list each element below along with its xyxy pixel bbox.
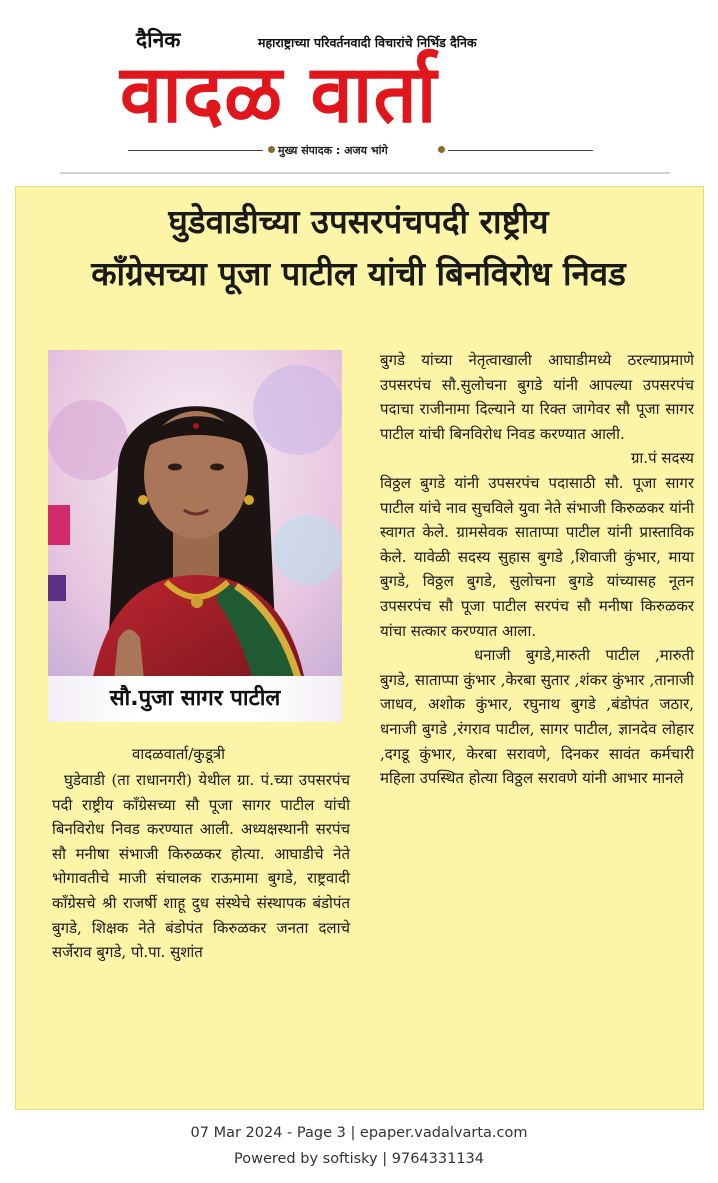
editor-credit: मुख्य संपादक : अजय भांगे xyxy=(278,144,388,157)
article-column-right xyxy=(380,348,694,791)
portrait-illustration xyxy=(48,350,342,722)
article-paragraph: बुगडे यांच्या नेतृत्वाखाली आघाडीमध्ये ठरल्याप्रमाणे उपसरपंच सौ.सुलोचना बुगडे यांनी आपल्या उपसरपंच पदाचा राजीनामा दिल्याने या रिक्त जागेवर सौ पूजा सागर पाटील यांची बिनविरोध निवड करण्यात आली. xyxy=(380,351,694,443)
masthead-tagline: महाराष्ट्राच्या परिवर्तनवादी विचारांचे निर्भिड दैनिक xyxy=(258,35,477,50)
masthead xyxy=(0,0,718,175)
article-paragraph: ग्रा.पं सदस्य xyxy=(630,449,694,468)
headline-line: घुडेवाडीच्या उपसरपंचपदी राष्ट्रीय xyxy=(168,202,549,241)
article-paragraph: विठ्ठल बुगडे यांनी उपसरपंच पदासाठी सौ. पूजा सागर पाटील यांचे नाव सुचविले युवा नेते संभाजी किरुळकर यांनी स्वागत केले. ग्रामसेवक साताप्पा पाटील यांनी प्रास्ताविक केले. यावेळी सदस्य सुहास बुगडे ,शिवाजी कुंभार, माया बुगडे, विठ्ठल बुगडे, सुलोचना बुगडे यांच्यासह नूतन उपसरपंच सौ पूजा पाटील सरपंच सौ मनीषा किरुळकर यांचा सत्कार करण्यात आला. xyxy=(380,473,695,640)
photo-caption: सौ.पुजा सागर पाटील xyxy=(48,676,342,722)
article-paragraph: धनाजी बुगडे,मारुती पाटील ,मारुती बुगडे, साताप्पा कुंभार ,केरबा सुतार ,शंकर कुंभार ,तानाजी जाधव, अशोक कुंभार, रघुनाथ बुगडे ,बंडोपंत जठार, धनाजी बुगडे ,रंगराव पाटील, सागर पाटील, ज्ञानदेव लोहार ,दगडू कुंभार, केरबा सरावणे, दिनकर सावंत कर्मचारी महिला उपस्थित होत्या विठ्ठल सरावणे यांनी आभार मानले xyxy=(380,646,694,788)
portrait-photo xyxy=(48,350,342,722)
ornament-dot-icon xyxy=(438,146,445,153)
page-footer-info: 07 Mar 2024 - Page 3 | epaper.vadalvarta.com xyxy=(190,1125,528,1141)
masthead-prefix: दैनिक xyxy=(136,28,181,52)
newspaper-logo: वादळ वार्ता xyxy=(120,46,438,141)
divider xyxy=(60,172,670,174)
divider xyxy=(128,150,263,151)
page-footer-credit: Powered by softisky | 9764331134 xyxy=(233,1151,484,1167)
article-headline xyxy=(15,196,702,300)
byline: वादळवार्ता/कुडूत्री xyxy=(132,745,226,763)
headline-line: काँग्रेसच्या पूजा पाटील यांची बिनविरोध निवड xyxy=(91,254,626,293)
article-column-left: घुडेवाडी (ता राधानगरी) येथील ग्रा. पं.च्या उपसरपंच पदी राष्ट्रीय काँग्रेसच्या सौ पूजा सागर पाटील यांची बिनविरोध निवड करण्यात आली. अध्यक्षस्थानी सरपंच सौ मनीषा संभाजी किरुळकर होत्या. आघाडीचे नेते भोगावतीचे माजी संचालक राऊमामा बुगडे, राष्ट्रवादी काँग्रेसचे श्री राजर्षी शाहू दुध संस्थेचे संस्थापक बंडोपंत बुगडे, शिक्षक नेते बंडोपंत किरुळकर जनता दलाचे सर्जेराव बुगडे, पो.पा. सुशांत xyxy=(52,771,350,962)
ornament-dot-icon xyxy=(268,146,275,153)
divider xyxy=(448,150,593,151)
